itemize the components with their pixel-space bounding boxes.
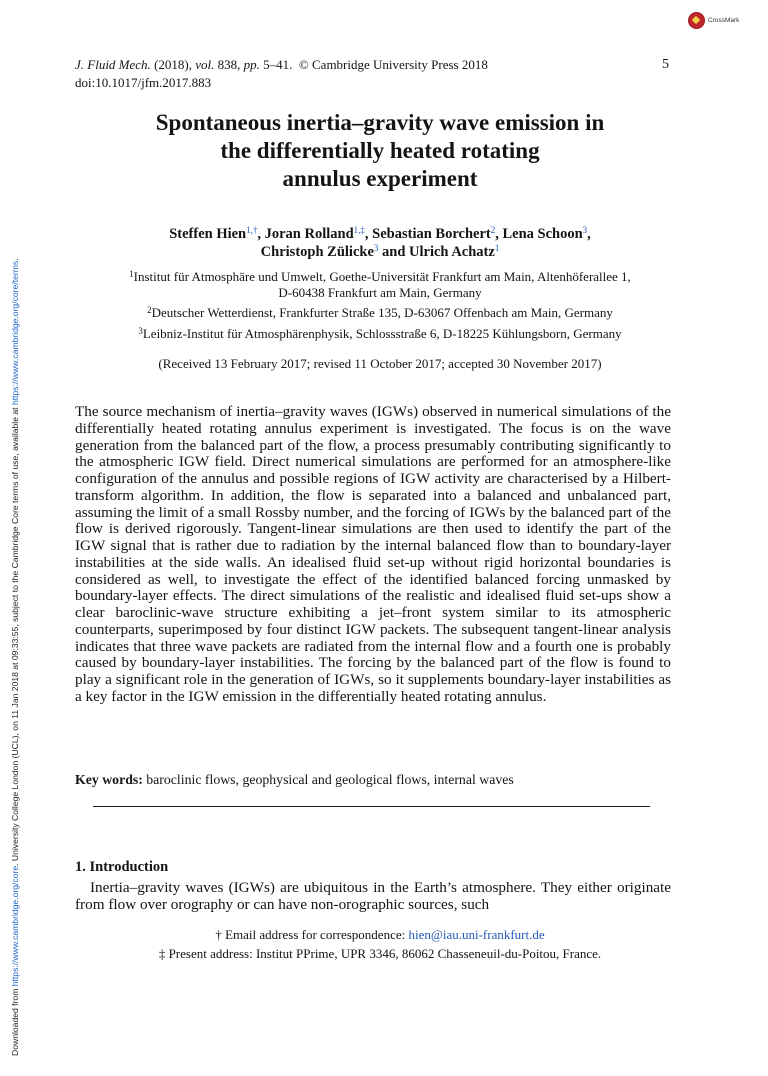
footnote-label: † Email address for correspondence: [215, 927, 406, 942]
journal-year: (2018), [154, 57, 192, 72]
affiliation-number: 2 [147, 305, 152, 315]
copyright-notice: © Cambridge University Press 2018 [298, 57, 488, 72]
title-line-1: Spontaneous inertia–gravity wave emission in [155, 110, 605, 135]
affiliation-1 [80, 269, 680, 301]
author-name: Christoph Zülicke [260, 244, 374, 260]
keywords-label: Key words: [75, 772, 143, 787]
crossmark-badge[interactable] [688, 11, 746, 29]
affiliation-3 [80, 326, 680, 342]
correspondence-email-link[interactable]: hien@iau.uni-frankfurt.de [408, 927, 545, 942]
author-affiliation-mark[interactable]: 2 [490, 225, 496, 235]
author-name: Sebastian Borchert [372, 226, 491, 242]
download-notice-period: . [10, 258, 20, 261]
page-range: 5–41. [263, 57, 293, 72]
author-name: Joran Rolland [264, 226, 354, 242]
introduction-text: Inertia–gravity waves (IGWs) are ubiquitous in the Earth’s atmosphere. They either originate from flow over orography or can have non-orographic sources, such [75, 879, 671, 913]
crossmark-icon [688, 12, 705, 29]
affiliation-2 [80, 305, 680, 321]
cambridge-core-link[interactable]: https://www.cambridge.org/core [10, 865, 20, 987]
affiliation-number: 3 [138, 326, 143, 336]
pages-label: pp. [243, 57, 260, 72]
author-affiliation-mark[interactable]: 1 [494, 243, 500, 253]
title-line-2: the differentially heated rotating [220, 138, 540, 163]
section-heading: 1. Introduction [75, 859, 169, 875]
download-notice-text: Downloaded from [10, 986, 20, 1056]
abstract: The source mechanism of inertia–gravity waves (IGWs) observed in numerical simulations of the differentially heated rotating annulus experiment is investigated. The focus is on the wave generation from the balanced part of the flow, a process presumably contributing significantly to the atmospheric IGW field. Direct numerical simulations are performed for an atmosphere-like configuration of the annulus and possible regions of IGW activity are characterised by a Hilbert-transform algorithm. In addition, the flow is separated into a balanced and unbalanced part, assuming the limit of a small Rossby number, and the forcing of IGWs by the balanced part of the flow is derived rigorously. Tangent-linear simulations are then used to identify the part of the IGW signal that is rather due to radiation by the internal balanced flow than to boundary-layer instabilities at the side walls. An idealised fluid set-up without rigid horizontal boundaries is considered as well, to investigate the effect of the identified balanced forcing unmasked by boundary-layer effects. The direct simulations of the realistic and idealised fluid set-ups show a clear baroclinic-wave structure exhibiting a jet–front system similar to its atmospheric counterparts, superimposed by four distinct IGW packets. The subsequent tangent-linear analysis indicates that three wave packets are radiated from the internal flow and a fourth one is probably caused by boundary-layer instabilities. The forcing by the balanced part of the flow is found to play a significant role in the generation of IGWs, so it supplements boundary-layer instabilities as a key factor in the IGW emission in the differentially heated rotating annulus. [75, 403, 671, 705]
keywords-text: baroclinic flows, geophysical and geological flows, internal waves [146, 772, 514, 787]
received-dates: (Received 13 February 2017; revised 11 October 2017; accepted 30 November 2017) [158, 356, 602, 371]
crossmark-label: CrossMark [708, 16, 740, 24]
affiliation-text: Deutscher Wetterdienst, Frankfurter Straße 135, D-63067 Offenbach am Main, Germany [151, 305, 613, 320]
authors-conjunction: and [382, 244, 406, 260]
paper-title [80, 109, 680, 193]
author-name: Steffen Hien [169, 226, 247, 242]
author-affiliation-mark[interactable]: 3 [582, 225, 588, 235]
cambridge-terms-link[interactable]: https://www.cambridge.org/core/terms [10, 260, 20, 406]
footnote-present-address: ‡ Present address: Institut PPrime, UPR 3346, 86062 Chasseneuil-du-Poitou, France. [158, 946, 602, 961]
volume-number: 838, [217, 57, 241, 72]
author-affiliation-mark[interactable]: 3 [373, 243, 379, 253]
author-list: Steffen Hien$^{1,\dagger}$, Joran Rolland$^{1,\ddagger}$, Sebastian Borchert$^2$, Lena Schoon$^3$, Christoph Zülicke$^3$ and Ulrich Achatz$^1$ [169, 225, 591, 260]
volume-label: vol. [195, 57, 215, 72]
download-notice-text-2: . University College London (UCL), on 11 Jan 2018 at 09:33:55, subject to the Cambridge Core terms of use, available at [10, 405, 20, 866]
affiliation-text-cont: D-60438 Frankfurt am Main, Germany [278, 285, 482, 300]
author-name: Ulrich Achatz [409, 244, 495, 260]
author-name: Lena Schoon [502, 226, 583, 242]
author-affiliation-mark[interactable]: 1,‡ [353, 225, 365, 235]
abstract-divider [93, 806, 650, 807]
affiliation-text: Institut für Atmosphäre und Umwelt, Goethe-Universität Frankfurt am Main, Altenhöferallee 1, [133, 269, 631, 284]
footnote-correspondence [80, 927, 680, 943]
download-notice [9, 86, 21, 1056]
journal-name: J. Fluid Mech. [75, 57, 151, 72]
author-affiliation-mark[interactable]: 1,† [246, 225, 258, 235]
title-line-3: annulus experiment [282, 166, 478, 191]
affiliation-text: Leibniz-Institut für Atmosphärenphysik, Schlossstraße 6, D-18225 Kühlungsborn, Germany [142, 326, 622, 341]
keywords [75, 771, 695, 788]
affiliation-number: 1 [129, 269, 134, 279]
doi-line[interactable]: doi:10.1017/jfm.2017.883 [75, 75, 212, 90]
journal-citation [75, 57, 525, 73]
page-number: 5 [662, 57, 669, 72]
